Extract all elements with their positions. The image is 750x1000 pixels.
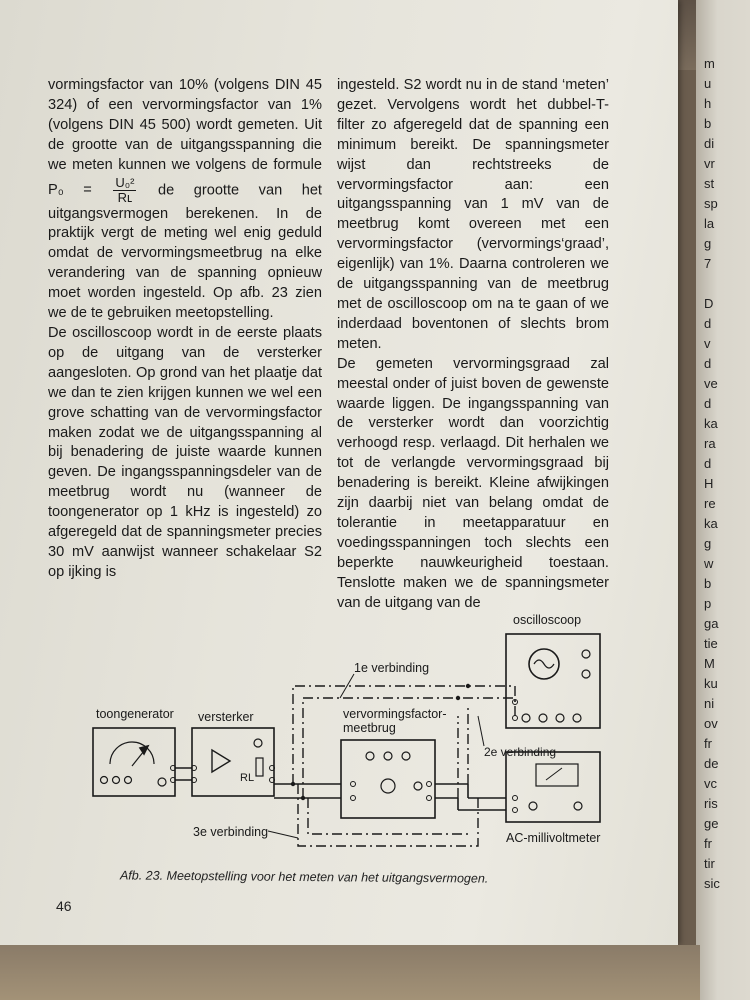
margin-fragment: ni [704,696,715,711]
margin-fragment: vc [704,776,717,791]
label-amplifier: versterker [198,710,254,724]
margin-fragment: d [704,316,712,331]
margin-fragment: ov [704,716,718,731]
margin-fragment: b [704,576,712,591]
paragraph: ingesteld. S2 wordt nu in de stand ‘meten’ gezet. Vervolgens wordt het dubbel-T-filter zo afgeregeld dat de spanning een minimum bereikt. De spanningsmeter wijst dan rechtstreeks de vervormingsfactor aan: een uitgangsspanning van 1 mV van de meetbrug komt overeen met een vervormingsfactor (vervormings‘graad’, eigenlijk) van 1%. Daarna controleren we de uitgangsspanning van de meetbrug met de oscilloscoop om na te gaan of we inderdaad boventonen of slechts brom meten. [337,77,609,352]
page-number: 46 [56,898,72,914]
margin-fragment: u [704,76,712,91]
text-column-left [48,76,322,583]
margin-fragment: ku [704,676,718,691]
label-tone-generator: toongenerator [96,707,174,721]
label-connection-2: 2e verbinding [484,745,557,759]
margin-fragment: d [704,396,712,411]
label-millivoltmeter: AC-millivoltmeter [506,831,601,845]
margin-fragment: fr [704,836,712,851]
margin-fragment: D [704,296,714,311]
margin-fragment: m [704,56,715,71]
margin-fragment: de [704,756,719,771]
margin-fragment: la [704,216,715,231]
margin-fragment: ra [704,436,716,451]
margin-fragment: tir [704,856,715,871]
label-bridge-line-2: meetbrug [343,721,396,735]
margin-fragment: H [704,476,714,491]
text-column-right [337,76,609,613]
margin-fragment: 7 [704,256,712,271]
paragraph: De gemeten vervormingsgraad zal meestal onder of juist boven de gewenste waarde liggen. De ingangsspanning van de versterker wordt dan voorzichtig verhoogd resp. verlaagd. Dit herhalen we tot de verlangde vervormingsgraad bij benadering is bereikt. Kleine afwijkingen zijn daarbij niet van belang omdat de tolerantie in meetapparatuur en voedingsspanningen toch slechts een beperkte nauwkeurigheid toestaan. Tenslotte maken we de spanningsmeter van de uitgang van de [337,355,609,611]
measurement-setup-diagram [88,606,648,876]
label-load-resistor: RL [240,772,255,784]
margin-fragment: sic [704,876,720,891]
margin-fragment: ga [704,616,719,631]
margin-fragment: st [704,176,715,191]
label-oscilloscope: oscilloscoop [513,613,582,627]
margin-fragment: d [704,456,712,471]
margin-fragment: re [704,496,716,511]
margin-fragment: di [704,136,715,151]
table-surface [0,945,700,1000]
oscilloscope-box [506,634,600,728]
connection-3-line [308,798,468,834]
paragraph: De oscilloscoop wordt in de eerste plaats op de uitgang van de versterker aangesloten. Op grond van het plaatje dat we dan te zien krijgen kunnen we wel een grove schatting van de vervormingsfactor maken zodat we de uitgangsspanning al bij benadering de juiste waarde kunnen geven. De ingangsspanningsdeler van de meetbrug wordt nu (wanneer de toongenerator op 1 kHz is ingesteld) zo afgeregeld dat de spanningsmeter precies 30 mV aanwijst wanneer schakelaar S2 op ijking is [48,324,322,580]
margin-fragment: ka [704,516,718,531]
margin-fragment: p [704,596,712,611]
label-bridge-line-1: vervormingsfactor- [343,707,447,721]
margin-fragment: ka [704,416,718,431]
margin-fragment: d [704,356,712,371]
margin-fragment [704,274,720,294]
margin-fragment: b [704,116,712,131]
margin-fragment: v [704,336,711,351]
label-connection-3: 3e verbinding [193,825,269,839]
amplifier-box [192,728,274,796]
margin-fragment: g [704,236,712,251]
power-formula: P₀ = $\frac{\text{U₀²}}{\text{Rʟ}}$ [48,174,135,205]
margin-fragment: g [704,536,712,551]
facing-page-text [704,54,720,894]
margin-fragment: tie [704,636,718,651]
margin-fragment: fr [704,736,712,751]
figure-caption: Afb. 23. Meetopstelling voor het meten van het uitgangsvermogen. [119,868,489,886]
label-connection-1: 1e verbinding [354,661,430,675]
margin-fragment: sp [704,196,718,211]
margin-fragment: w [704,556,714,571]
margin-fragment: vr [704,156,715,171]
ac-millivoltmeter-box [506,752,600,822]
margin-fragment: ge [704,816,719,831]
margin-fragment: h [704,96,712,111]
margin-fragment: M [704,656,715,671]
margin-fragment: ris [704,796,718,811]
margin-fragment: ve [704,376,718,391]
paragraph: vormingsfactor van 10% (volgens DIN 45 324) of een vervormingsfactor van 1% (volgens DIN 45 500) wordt gemeten. Uit de grootte van de uitgangsspanning die we meten kunnen we volgens de formule P₀ = $\frac{\text{U₀²}}{\text{Rʟ}}$ de grootte van het uitgangsvermogen berekenen. In de praktijk vergt de meting wel enig geduld omdat de vervormingsmeetbrug na elke verandering van de spanning opnieuw moet worden ingesteld. Op afb. 23 zien we de te gebruiken meetopstelling. [48,77,322,322]
